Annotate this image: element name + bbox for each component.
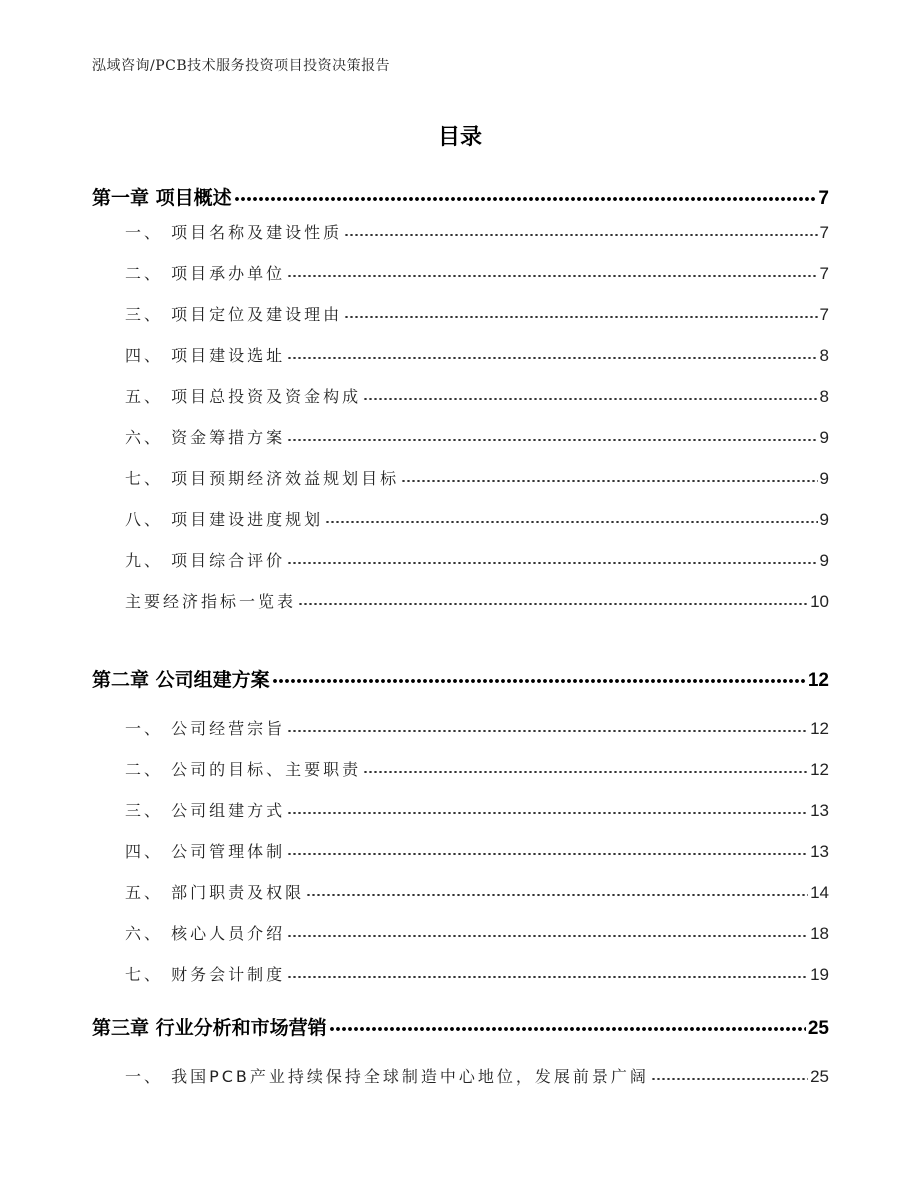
dot-leader [287, 427, 817, 443]
dot-leader [363, 386, 817, 402]
dot-leader [287, 841, 808, 857]
document-header: 泓域咨询/PCB技术服务投资项目投资决策报告 [92, 58, 391, 74]
toc-entry-label: 六、 资金筹措方案 [125, 428, 286, 447]
toc-section-entry[interactable] [92, 962, 829, 985]
toc-entry-page-number: 12 [810, 760, 829, 779]
toc-entry-page-number: 7 [819, 264, 829, 283]
toc-entry-label: 第三章 行业分析和市场营销 [92, 1017, 327, 1039]
dot-leader [344, 304, 817, 320]
toc-entry-page-number: 9 [819, 428, 829, 447]
toc-section-entry[interactable] [92, 757, 829, 780]
toc-entry-label: 六、 核心人员介绍 [125, 924, 286, 943]
toc-section-entry[interactable] [92, 507, 829, 530]
toc-section-entry[interactable] [92, 343, 829, 366]
toc-entry-page-number: 10 [810, 592, 829, 611]
toc-section-entry[interactable] [92, 839, 829, 862]
toc-entry-label: 五、 部门职责及权限 [125, 883, 305, 902]
toc-entry-page-number: 18 [810, 924, 829, 943]
toc-section-entry[interactable] [92, 880, 829, 903]
toc-section-entry[interactable] [92, 798, 829, 821]
dot-leader [287, 718, 808, 734]
dot-leader [287, 263, 817, 279]
toc-entry-page-number: 7 [819, 305, 829, 324]
toc-entry-label: 四、 项目建设选址 [125, 346, 286, 365]
toc-section-entry[interactable] [92, 425, 829, 448]
dot-leader [363, 759, 808, 775]
toc-entry-page-number: 9 [819, 469, 829, 488]
toc-entry-label: 三、 项目定位及建设理由 [125, 305, 343, 324]
toc-entry-label: 七、 财务会计制度 [125, 965, 286, 984]
toc-section-entry[interactable] [92, 716, 829, 739]
toc-section-entry[interactable] [92, 466, 829, 489]
dot-leader [306, 882, 808, 898]
toc-section-entry[interactable] [92, 384, 829, 407]
toc-entry-label: 七、 项目预期经济效益规划目标 [125, 469, 400, 488]
toc-entry-page-number: 13 [810, 801, 829, 820]
toc-section-entry[interactable] [92, 302, 829, 325]
dot-leader [401, 468, 817, 484]
dot-leader [287, 923, 808, 939]
toc-entry-page-number: 9 [819, 510, 829, 529]
toc-entry-label: 八、 项目建设进度规划 [125, 510, 324, 529]
toc-entry-label: 一、 我国PCB产业持续保持全球制造中心地位，发展前景广阔 [125, 1067, 649, 1086]
toc-entry-label: 第一章 项目概述 [92, 187, 232, 209]
toc-entry-label: 第二章 公司组建方案 [92, 669, 270, 691]
toc-entry-page-number: 7 [818, 188, 829, 209]
dot-leader [287, 345, 817, 361]
toc-entry-label: 九、 项目综合评价 [125, 551, 286, 570]
toc-entry-page-number: 12 [810, 719, 829, 738]
toc-entry-page-number: 25 [810, 1067, 829, 1086]
toc-section-entry[interactable] [92, 220, 829, 243]
toc-entry-label: 二、 项目承办单位 [125, 264, 286, 283]
dot-leader [287, 550, 817, 566]
toc-section-entry[interactable] [92, 548, 829, 571]
toc-section-entry[interactable] [92, 1064, 829, 1087]
toc-entry-page-number: 14 [810, 883, 829, 902]
dot-leader [325, 509, 817, 525]
toc-entry-page-number: 19 [810, 965, 829, 984]
toc-entry-label: 四、 公司管理体制 [125, 842, 286, 861]
toc-entry-label: 一、 公司经营宗旨 [125, 719, 286, 738]
dot-leader [298, 591, 808, 607]
dot-leader [272, 667, 806, 686]
toc-entry-page-number: 8 [819, 346, 829, 365]
toc-chapter-entry[interactable] [92, 665, 829, 692]
toc-section-entry[interactable] [92, 589, 829, 612]
toc-entry-page-number: 12 [807, 670, 829, 691]
toc-entry-label: 二、 公司的目标、主要职责 [125, 760, 362, 779]
toc-title: 目录 [437, 125, 482, 150]
toc-entry-label: 五、 项目总投资及资金构成 [125, 387, 362, 406]
toc-entry-page-number: 9 [819, 551, 829, 570]
toc-entry-page-number: 7 [819, 223, 829, 242]
toc-entry-page-number: 13 [810, 842, 829, 861]
dot-leader [344, 222, 817, 238]
dot-leader [234, 185, 817, 204]
dot-leader [287, 964, 808, 980]
toc-chapter-entry[interactable] [92, 1013, 829, 1040]
dot-leader [651, 1066, 808, 1082]
toc-section-entry[interactable] [92, 921, 829, 944]
toc-entry-page-number: 25 [807, 1018, 829, 1039]
toc-entry-label: 三、 公司组建方式 [125, 801, 286, 820]
toc-section-entry[interactable] [92, 261, 829, 284]
dot-leader [287, 800, 808, 816]
toc-chapter-entry[interactable] [92, 183, 829, 210]
toc-entry-label: 主要经济指标一览表 [125, 592, 297, 611]
toc-entry-label: 一、 项目名称及建设性质 [125, 223, 343, 242]
dot-leader [329, 1015, 806, 1034]
toc-entry-page-number: 8 [819, 387, 829, 406]
